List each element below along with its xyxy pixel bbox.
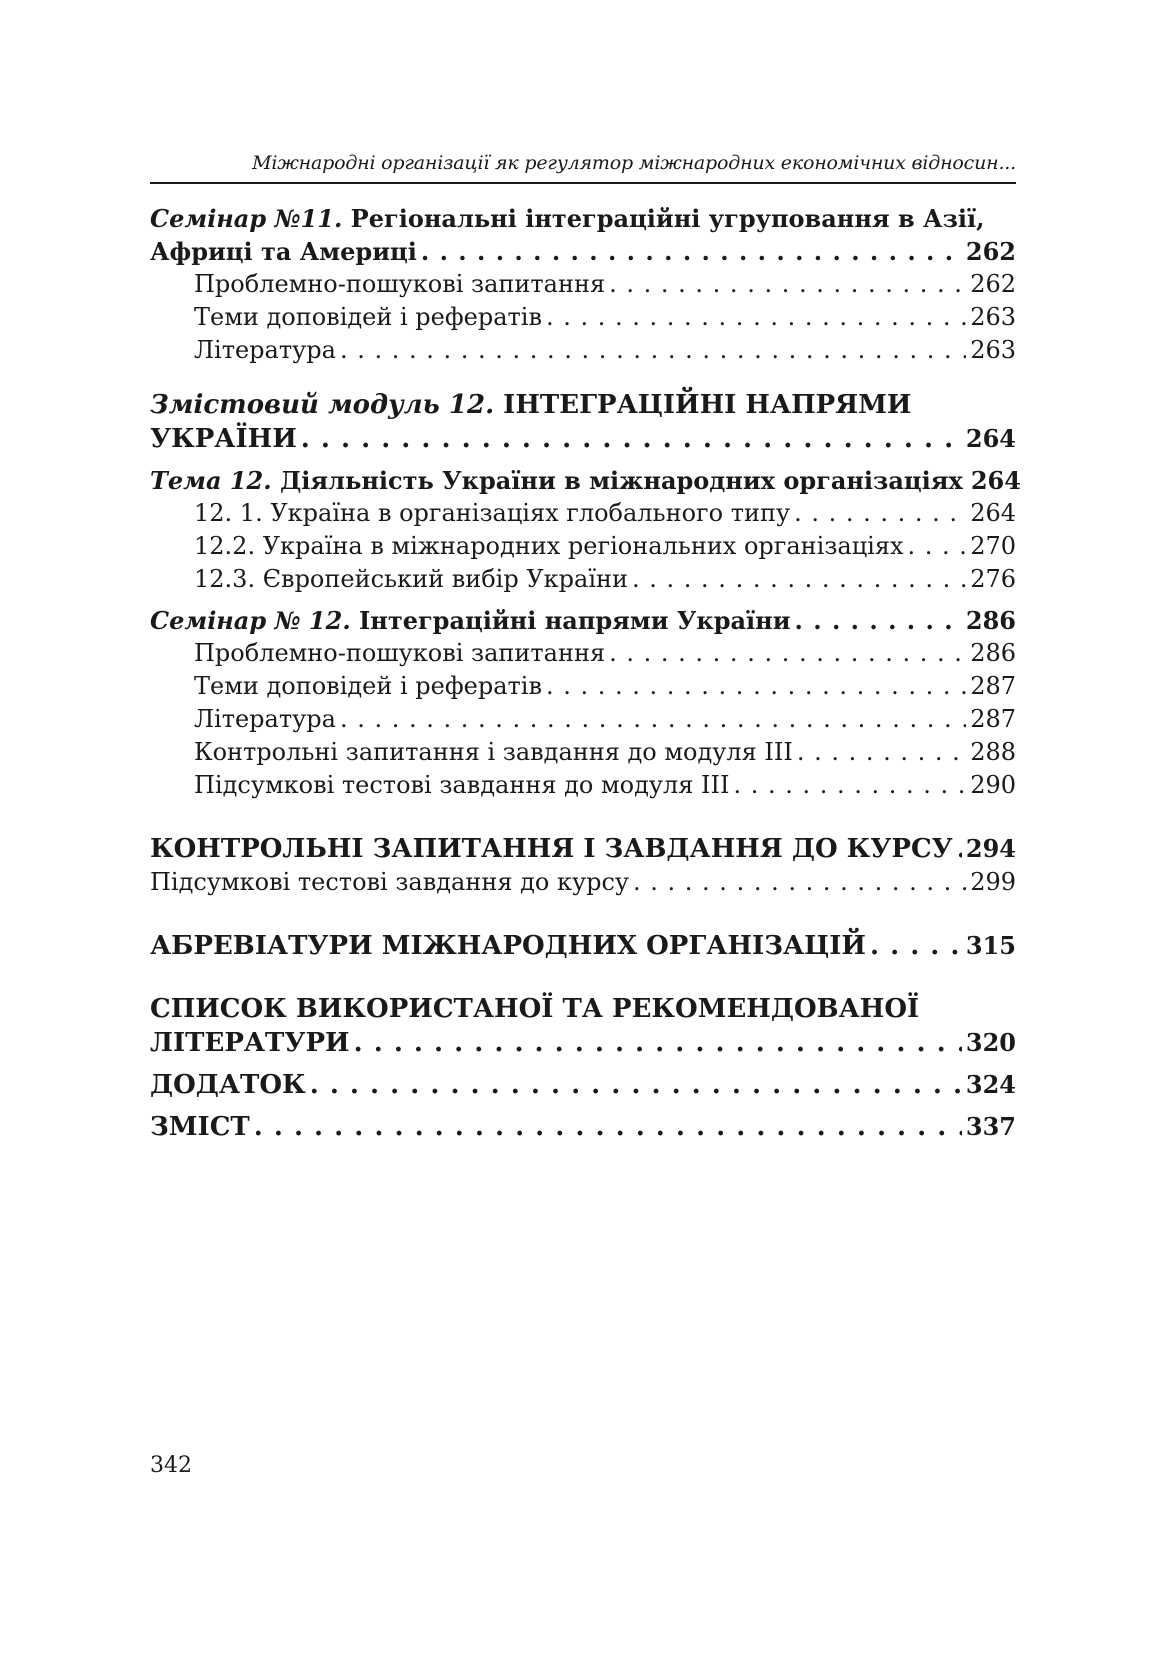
toc-entry-topic-12[interactable] <box>150 464 1021 497</box>
dot-leader <box>870 930 962 963</box>
toc-page-number: 294 <box>965 834 1016 863</box>
toc-entry-title <box>150 604 791 637</box>
toc-entry-prefix: Змістовий модуль 12. <box>150 390 495 420</box>
toc-entry-contents[interactable] <box>150 1110 1016 1144</box>
dot-leader <box>633 866 966 899</box>
toc-page-number: 286 <box>965 606 1016 635</box>
toc-subentry[interactable] <box>150 301 1016 334</box>
toc-entry-prefix: Семінар №11. <box>150 204 343 233</box>
toc-page-number: 270 <box>970 532 1016 560</box>
dot-leader <box>421 235 962 268</box>
toc-subentry[interactable] <box>150 334 1016 367</box>
toc-entry-final-tests[interactable] <box>150 866 1016 899</box>
toc-entry-title: ДОДАТОК <box>150 1070 306 1100</box>
toc-page-number: 262 <box>965 237 1016 266</box>
toc-page-number: 276 <box>970 565 1016 593</box>
dot-leader <box>340 703 966 736</box>
toc-subentry-label: 12. 1. Україна в організаціях глобального типу <box>194 499 791 527</box>
toc-subentry-label: Підсумкові тестові завдання до модуля ІІІ <box>194 771 730 799</box>
page-number: 342 <box>150 1453 192 1478</box>
toc-page-number: 324 <box>965 1070 1016 1099</box>
table-of-contents <box>150 202 1021 1144</box>
toc-subentry[interactable] <box>150 670 1016 703</box>
dot-leader <box>301 423 962 456</box>
toc-page-number: 337 <box>965 1112 1016 1141</box>
toc-page-number: 263 <box>970 336 1016 364</box>
toc-subentry-label: Теми доповідей і рефератів <box>194 303 542 331</box>
toc-subentry-label: 12.3. Європейський вибір України <box>194 565 629 593</box>
toc-page-number: 315 <box>965 931 1016 960</box>
dot-leader <box>254 1111 962 1144</box>
toc-entry-appendix[interactable] <box>150 1068 1016 1102</box>
toc-entry-title: АБРЕВІАТУРИ МІЖНАРОДНИХ ОРГАНІЗАЦІЙ <box>150 931 866 961</box>
dot-leader <box>340 334 966 367</box>
toc-subentry[interactable] <box>150 497 1016 530</box>
dot-leader <box>546 670 966 703</box>
toc-subentry-label: Література <box>194 336 336 364</box>
dot-leader <box>957 833 962 866</box>
toc-page-number: 299 <box>970 868 1016 896</box>
toc-page-number: 287 <box>970 705 1016 733</box>
toc-entry-title: ІНТЕГРАЦІЙНІ НАПРЯМИ <box>494 390 912 420</box>
toc-subentry-label: Проблемно-пошукові запитання <box>194 639 606 667</box>
toc-subentry-label: Підсумкові тестові завдання до курсу <box>150 868 630 896</box>
dot-leader <box>733 769 966 802</box>
toc-entry-title: Регіональні інтеграційні угруповання в Азії, <box>342 204 985 233</box>
toc-subentry-label: Література <box>194 705 336 733</box>
dot-leader <box>632 563 966 596</box>
toc-entry-prefix: Тема 12. <box>150 466 272 495</box>
toc-entry-literature-line1: СПИСОК ВИКОРИСТАНОЇ ТА РЕКОМЕНДОВАНОЇ <box>150 994 920 1024</box>
toc-subentry[interactable] <box>150 637 1016 670</box>
toc-entry-prefix: Семінар № 12. <box>150 606 351 635</box>
toc-subentry-label: Проблемно-пошукові запитання <box>194 270 606 298</box>
dot-leader <box>609 268 966 301</box>
toc-subentry[interactable] <box>150 769 1016 802</box>
toc-entry-seminar-11[interactable] <box>150 235 1016 268</box>
toc-subentry[interactable] <box>150 268 1016 301</box>
toc-page-number: 263 <box>970 303 1016 331</box>
dot-leader <box>797 736 966 769</box>
toc-entry-title: ЗМІСТ <box>150 1112 250 1142</box>
toc-page-number: 287 <box>970 672 1016 700</box>
toc-entry-title: УКРАЇНИ <box>150 424 297 454</box>
toc-page-number: 288 <box>970 738 1016 766</box>
toc-entry-control-questions[interactable] <box>150 832 1016 866</box>
toc-entry-title: КОНТРОЛЬНІ ЗАПИТАННЯ І ЗАВДАННЯ ДО КУРСУ <box>150 834 953 864</box>
toc-subentry[interactable] <box>150 736 1016 769</box>
toc-subentry-label: 12.2. Україна в міжнародних регіональних організаціях <box>194 532 904 560</box>
toc-entry-literature[interactable] <box>150 1026 1016 1060</box>
dot-leader <box>794 497 966 530</box>
toc-page-number: 264 <box>970 466 1021 495</box>
toc-page-number: 320 <box>965 1028 1016 1057</box>
running-header: Міжнародні організації як регулятор міжнародних економічних відносин... <box>150 150 1016 184</box>
dot-leader <box>354 1027 962 1060</box>
dot-leader <box>609 637 966 670</box>
toc-entry-title <box>150 464 963 497</box>
toc-entry-title-text: Інтеграційні напрями України <box>350 606 791 635</box>
toc-entry-module-12-line1 <box>150 389 1016 422</box>
toc-subentry[interactable] <box>150 530 1016 563</box>
toc-subentry-label: Теми доповідей і рефератів <box>194 672 542 700</box>
toc-entry-title: ЛІТЕРАТУРИ <box>150 1028 350 1058</box>
toc-entry-title: Африці та Америці <box>150 237 417 266</box>
dot-leader <box>546 301 966 334</box>
dot-leader <box>795 604 962 637</box>
toc-page-number: 290 <box>970 771 1016 799</box>
dot-leader <box>908 530 967 563</box>
toc-page-number: 286 <box>970 639 1016 667</box>
toc-page-number: 264 <box>970 499 1016 527</box>
book-page <box>150 150 1021 1144</box>
toc-subentry[interactable] <box>150 563 1016 596</box>
toc-entry-seminar-11-line1 <box>150 202 1016 235</box>
toc-subentry-label: Контрольні запитання і завдання до модуля ІІІ <box>194 738 793 766</box>
toc-entry-title-text: Діяльність України в міжнародних організаціях <box>271 466 963 495</box>
toc-subentry[interactable] <box>150 703 1016 736</box>
toc-entry-abbreviations[interactable] <box>150 929 1016 963</box>
toc-entry-module-12[interactable] <box>150 422 1016 456</box>
toc-page-number: 262 <box>970 270 1016 298</box>
dot-leader <box>310 1069 962 1102</box>
toc-page-number: 264 <box>965 424 1016 453</box>
toc-entry-seminar-12[interactable] <box>150 604 1016 637</box>
